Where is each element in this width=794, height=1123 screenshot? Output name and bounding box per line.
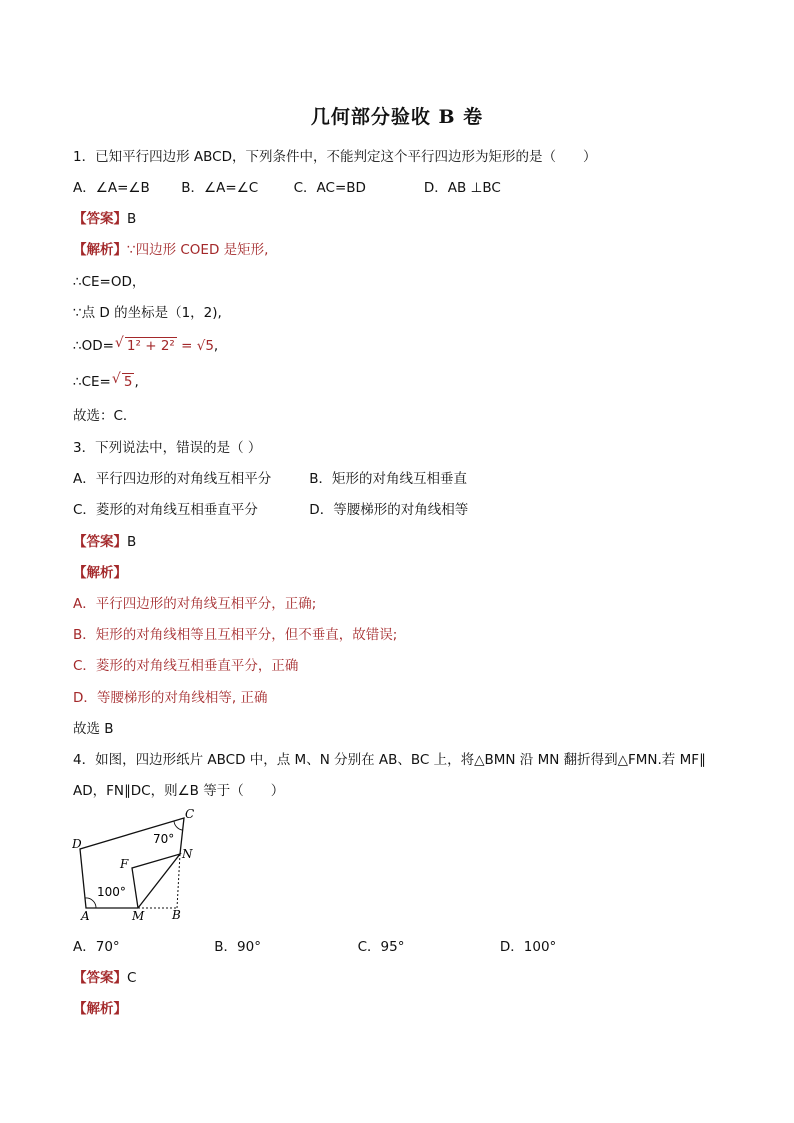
label-f: F (120, 857, 129, 871)
angle-a-label: 100° (97, 885, 126, 899)
q1-analysis-line-6: 故选：C． (73, 408, 137, 424)
q4-options (73, 935, 556, 955)
q4-option-c: C．95° (357, 939, 405, 955)
label-b: B (172, 908, 181, 922)
label-d: D (72, 837, 82, 851)
q4-option-a: A．70° (73, 939, 120, 955)
q4-answer: 【答案】C (73, 970, 137, 986)
q3-stem: 3．下列说法中，错误的是（ ） (73, 440, 262, 456)
q4-stem-line-1: 4．如图，四边形纸片 ABCD 中，点 M、N 分别在 AB、BC 上，将△BMN 沿 MN 翻折得到△FMN.若 MF∥ (73, 752, 706, 768)
q3-analysis-line-1: A．平行四边形的对角线互相平分，正确; (73, 596, 317, 612)
quadrilateral-figure (72, 806, 202, 922)
q1-options (73, 176, 501, 196)
q3-option-d: D．等腰梯形的对角线相等 (309, 502, 469, 518)
q1-analysis-line-2: ∴CE=OD， (73, 274, 146, 290)
q3-option-c: C．菱形的对角线互相垂直平分 (73, 502, 258, 518)
analysis-tag: 【解析】 (73, 242, 127, 258)
q1-option-d: D．AB ⊥BC (423, 180, 501, 196)
q1-analysis-line-1: 【解析】∵四边形 COED 是矩形, (73, 242, 269, 258)
q1-option-b: B．∠A=∠C (181, 180, 259, 196)
label-a: A (81, 909, 90, 922)
sqrt-expression: √ 1² + 2² (125, 337, 177, 354)
q1-answer (73, 207, 136, 227)
q4-option-b: B．90° (214, 939, 261, 955)
q1-analysis-line-3: ∵点 D 的坐标是（1，2), (73, 305, 222, 321)
q3-analysis-line-4: D．等腰梯形的对角线相等, 正确 (73, 690, 268, 706)
q4-option-d: D．100° (499, 939, 557, 955)
q1-option-c: C．AC=BD (293, 180, 366, 196)
label-c: C (185, 807, 195, 821)
q3-answer: 【答案】B (73, 534, 137, 550)
q3-analysis-line-3: C．菱形的对角线互相垂直平分，正确 (73, 658, 299, 674)
page-title: 几何部分验收 B 卷 (310, 106, 484, 128)
angle-c-label: 70° (153, 832, 175, 846)
sqrt-5: √ 5 (122, 373, 135, 390)
q3-analysis-tag: 【解析】 (73, 565, 127, 581)
q1-analysis-line-4: ∴OD=√ 1² + 2² = √5, (73, 337, 218, 354)
answer-tag: 【答案】 (73, 211, 127, 227)
label-m: M (132, 909, 145, 922)
q4-stem-line-2: AD，FN∥DC，则∠B 等于（ ） (73, 783, 285, 799)
q3-option-a: A．平行四边形的对角线互相平分 (73, 471, 272, 487)
q3-option-b: B．矩形的对角线互相垂直 (309, 471, 468, 487)
q3-conclusion: 故选 B (73, 721, 114, 737)
q1-stem: 1．已知平行四边形 ABCD，下列条件中，不能判定这个平行四边形为矩形的是（ ） (73, 149, 597, 165)
q1-option-a: A．∠A=∠B (73, 180, 150, 196)
q4-analysis-tag: 【解析】 (73, 1001, 127, 1017)
q1-analysis-line-5: ∴CE=√ 5 , (73, 373, 139, 390)
answer-value: B (127, 211, 137, 227)
label-n: N (182, 847, 193, 861)
q3-options-row-1 (73, 467, 467, 487)
q3-options-row-2 (73, 498, 468, 518)
q3-analysis-line-2: B．矩形的对角线相等且互相平分，但不垂直，故错误; (73, 627, 398, 643)
